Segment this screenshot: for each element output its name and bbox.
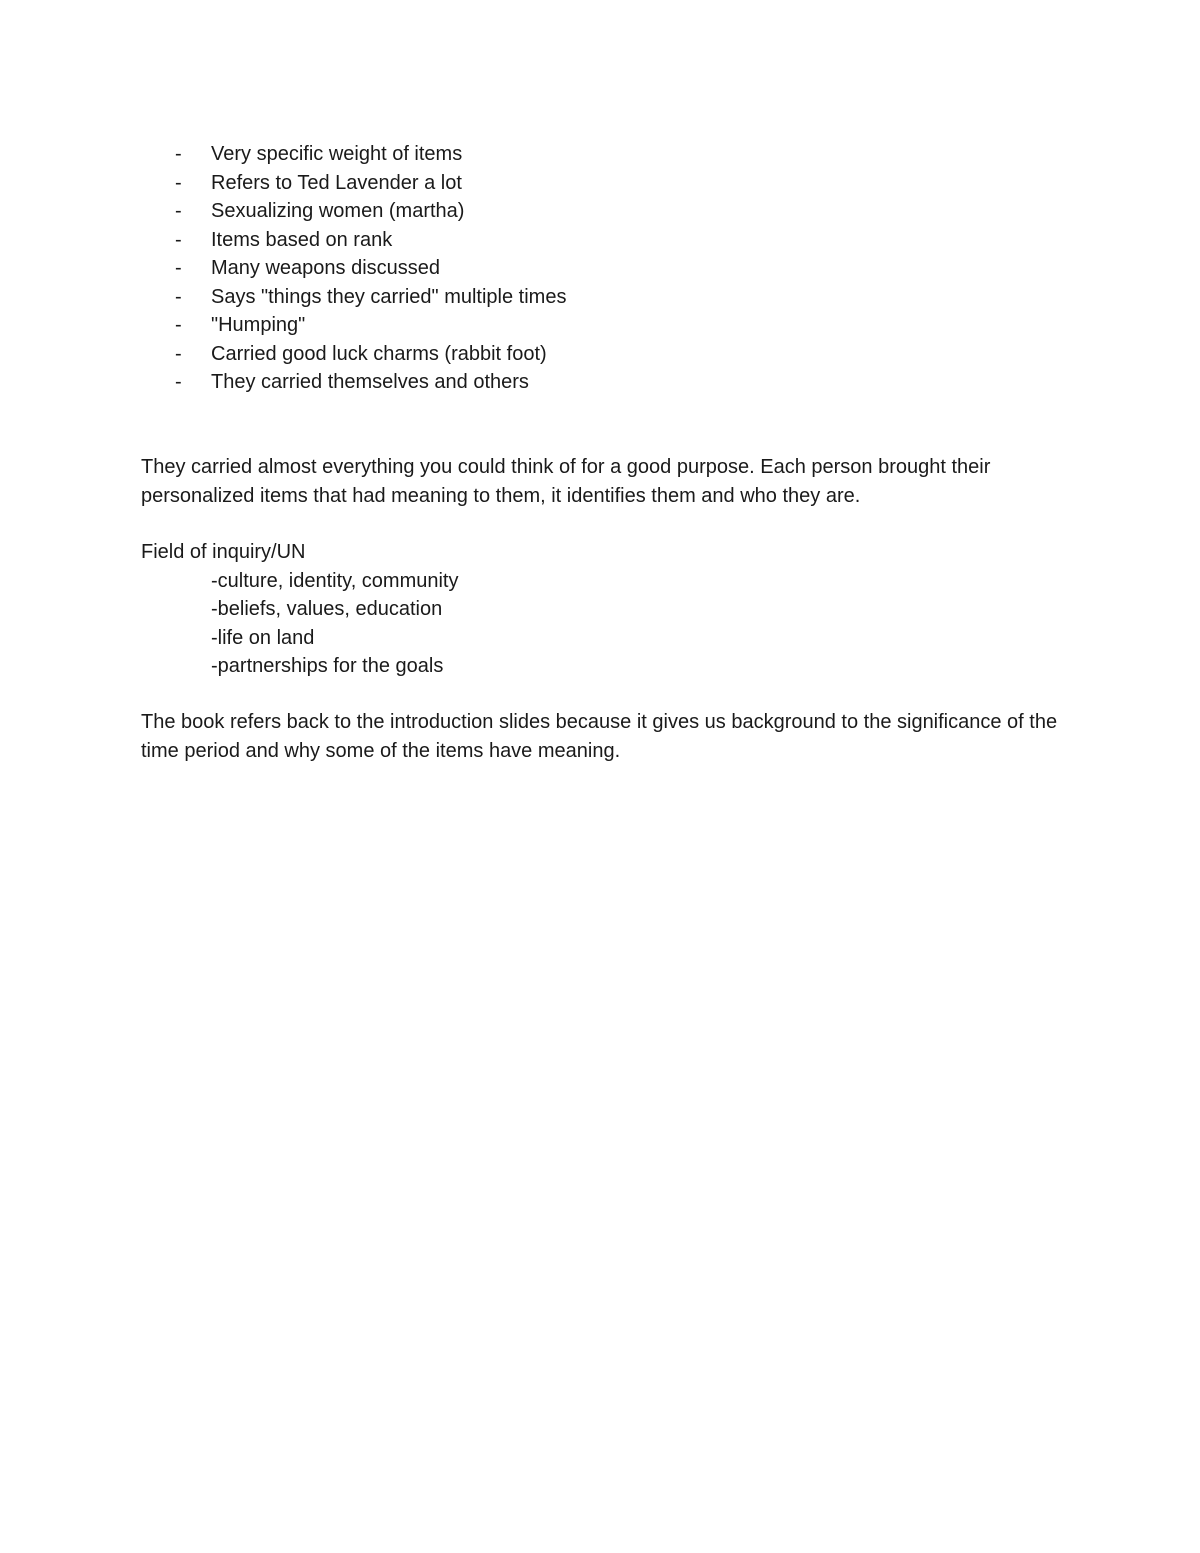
summary-paragraph: They carried almost everything you could think of for a good purpose. Each person brought their personalized items that had meaning to them, it identifies them and who they are. (141, 456, 991, 507)
list-dash: - (175, 314, 182, 336)
list-dash: - (175, 285, 182, 308)
list-item-text: Carried good luck charms (rabbit foot) (211, 342, 547, 365)
list-item: -culture, identity, community (211, 569, 459, 592)
list-item-text: Sexualizing women (martha) (211, 200, 465, 222)
list-dash: - (175, 143, 182, 165)
list-item-text: Says "things they carried" multiple times (211, 285, 567, 308)
conclusion-paragraph: The book refers back to the introduction slides because it gives us background to the significance of the time period and why some of the items have meaning. (141, 711, 1058, 762)
field-of-inquiry-list (141, 567, 459, 681)
list-dash: - (175, 228, 182, 251)
list-item-text: They carried themselves and others (211, 371, 529, 393)
list-dash: - (175, 257, 182, 279)
list-item-text: Many weapons discussed (211, 257, 441, 279)
list-item-text: Very specific weight of items (211, 143, 463, 165)
list-dash: - (175, 371, 182, 393)
list-dash: - (175, 200, 182, 222)
list-item: -life on land (211, 626, 315, 649)
list-item-text: Items based on rank (211, 228, 393, 251)
field-of-inquiry-section (141, 538, 459, 681)
field-of-inquiry-heading: Field of inquiry/UN (141, 541, 306, 563)
list-dash: - (175, 342, 182, 365)
list-item-text: "Humping" (211, 314, 306, 336)
list-item-text: Refers to Ted Lavender a lot (211, 171, 462, 194)
list-dash: - (175, 171, 182, 194)
list-item: -beliefs, values, education (211, 598, 443, 620)
list-item: -partnerships for the goals (211, 655, 444, 677)
